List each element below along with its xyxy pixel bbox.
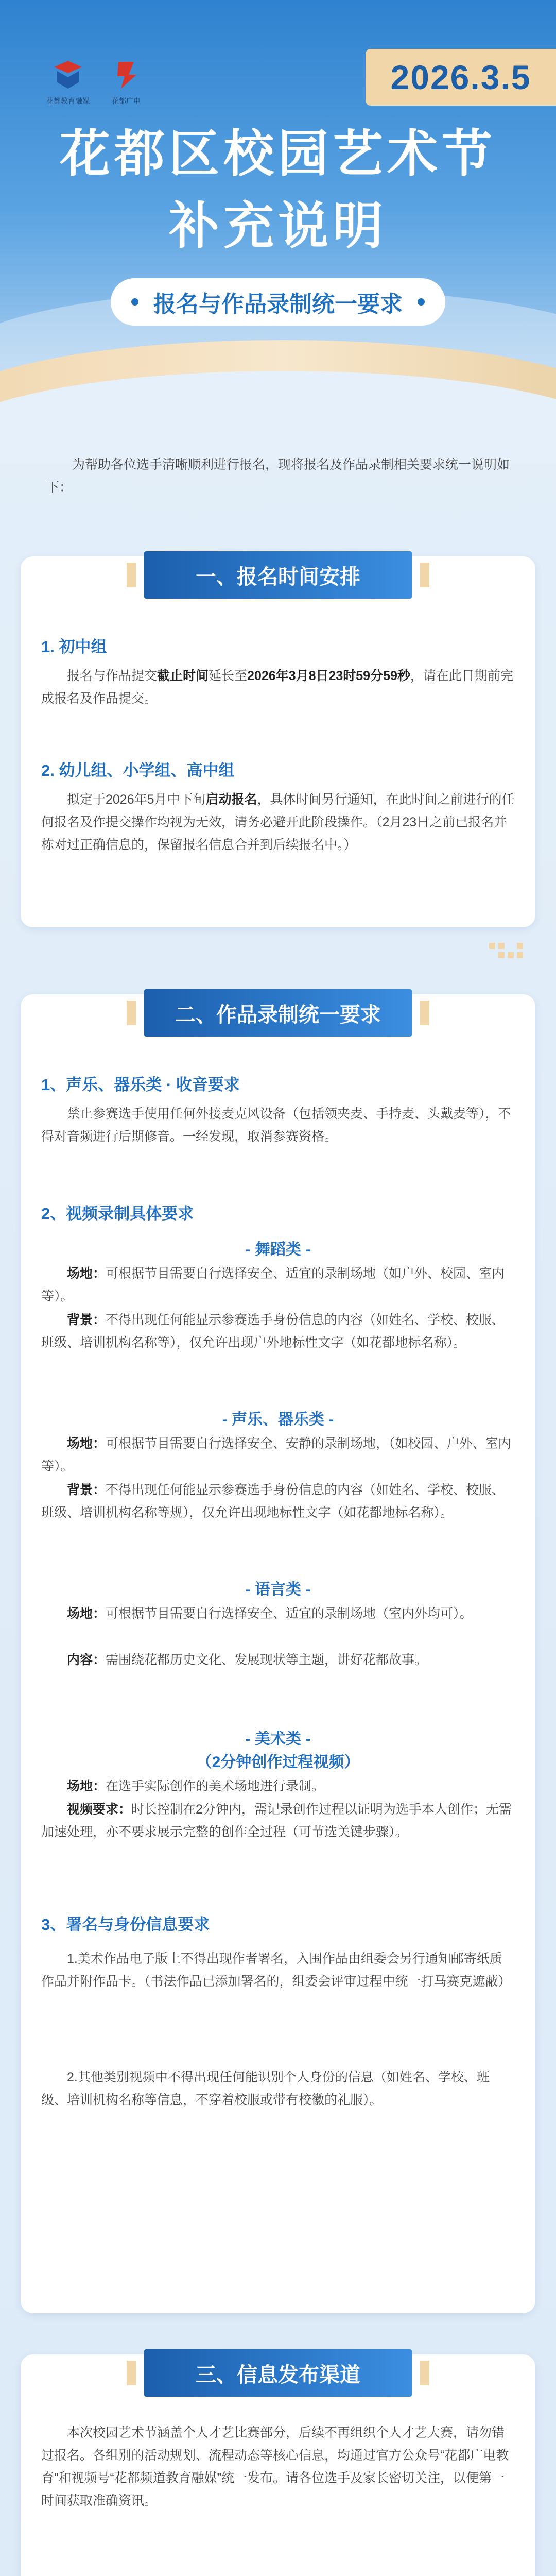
language-venue: 场地：可根据节目需要自行选择安全、适宜的录制场地（室内外均可）。	[67, 1606, 473, 1621]
signature-req-p1: 1.美术作品电子版上不得出现作者署名，入围作品由组委会另行通知邮寄纸质作品并附作品卡。（书法作品已添加署名的，组委会评审过程中统一打马赛克遮蔽）	[41, 1952, 511, 1989]
header-banner	[0, 0, 556, 464]
music-venue: 场地：可根据节目需要自行选择安全、安静的录制场地，（如校园、户外、室内等）。	[41, 1436, 511, 1473]
audio-req-title: 1、声乐、器乐类 · 收音要求	[41, 1076, 240, 1094]
intro-text: 为帮助各位选手清晰顺利进行报名，现将报名及作品录制相关要求统一说明如下：	[46, 457, 510, 495]
channels-text: 本次校园艺术节涵盖个人才艺比赛部分，后续不再组织个人才艺大赛，请勿错过报名。各组别的活动规划、流程动态等核心信息，均通过官方公众号“花都广电教育”和视频号“花都频道教育融媒”统一发布。请各位选手及家长密切关注，以便第一时间获取准确资讯。	[41, 2426, 509, 2508]
art-video-req: 视频要求：时长控制在2分钟内，需记录创作过程以证明为选手本人创作；无需加速处理，亦不要求展示完整的创作全过程（可节选关键步骤）。	[41, 1802, 512, 1839]
decoration-squares	[489, 943, 523, 958]
dance-title: - 舞蹈类 -	[245, 1241, 311, 1258]
section1-card	[21, 556, 535, 927]
language-content: 内容：需围绕花都历史文化、发展现状等主题，讲好花都故事。	[67, 1653, 428, 1667]
date-tag: 2026.3.5	[366, 49, 556, 106]
dance-venue: 场地：可根据节目需要自行选择安全、适宜的录制场地（如户外、校园、室内等）。	[41, 1266, 505, 1303]
section3-card	[21, 2354, 535, 2576]
section3-title: 三、信息发布渠道	[144, 2349, 412, 2397]
dance-background: 背景：不得出现任何能显示参赛选手身份信息的内容（如姓名、学校、校服、班级、培训机构名称等），仅允许出现户外地标性文字（如花都地标名称）。	[41, 1313, 505, 1350]
music-title: - 声乐、器乐类 -	[222, 1411, 334, 1428]
logo-group	[46, 57, 144, 106]
art-title: - 美术类 -	[245, 1731, 311, 1748]
language-title: - 语言类 -	[245, 1581, 311, 1598]
group1-title: 1. 初中组	[41, 638, 107, 656]
group1-text: 报名与作品提交截止时间延长至2026年3月8日23时59分59秒，请在此日期前完成报名及作品提交。	[41, 669, 513, 706]
section1-title: 一、报名时间安排	[144, 551, 412, 599]
education-media-logo: 花都教育融媒	[46, 57, 90, 106]
group2-title: 2. 幼儿组、小学组、高中组	[41, 761, 235, 779]
audio-req-text: 禁止参赛选手使用任何外接麦克风设备（包括领夹麦、手持麦、头戴麦等），不得对音频进行后期修音。一经发现，取消参赛资格。	[41, 1107, 511, 1144]
signature-req-p2: 2.其他类别视频中不得出现任何能识别个人身份的信息（如姓名、学校、班级、培训机构名称等信息，不穿着校服或带有校徽的礼服）。	[41, 2070, 490, 2107]
page-title-line1: 花都区校园艺术节	[59, 125, 496, 182]
subtitle-pill: 报名与作品录制统一要求	[111, 278, 445, 326]
art-subtitle: （2分钟创作过程视频）	[196, 1754, 360, 1771]
page-title-line2: 补充说明	[168, 197, 387, 254]
art-venue: 场地：在选手实际创作的美术场地进行录制。	[67, 1779, 325, 1793]
video-req-title: 2、视频录制具体要求	[41, 1205, 194, 1223]
group2-text: 拟定于2026年5月中下旬启动报名，具体时间另行通知，在此时间之前进行的任何报名及作提交操作均视为无效，请务必避开此阶段操作。（2月23日之前已报名并栋对过正确信息的，保留报名信息合并到后续报名中。）	[41, 792, 515, 852]
music-background: 背景：不得出现任何能显示参赛选手身份信息的内容（如姓名、学校、校服、班级、培训机构名称等规），仅允许出现地标性文字（如花都地标名称）。	[41, 1483, 505, 1520]
broadcast-logo: 花都广电	[108, 57, 144, 106]
section2-card	[21, 994, 535, 2313]
section2-title: 二、作品录制统一要求	[144, 989, 412, 1037]
signature-req-title: 3、署名与身份信息要求	[41, 1916, 210, 1934]
